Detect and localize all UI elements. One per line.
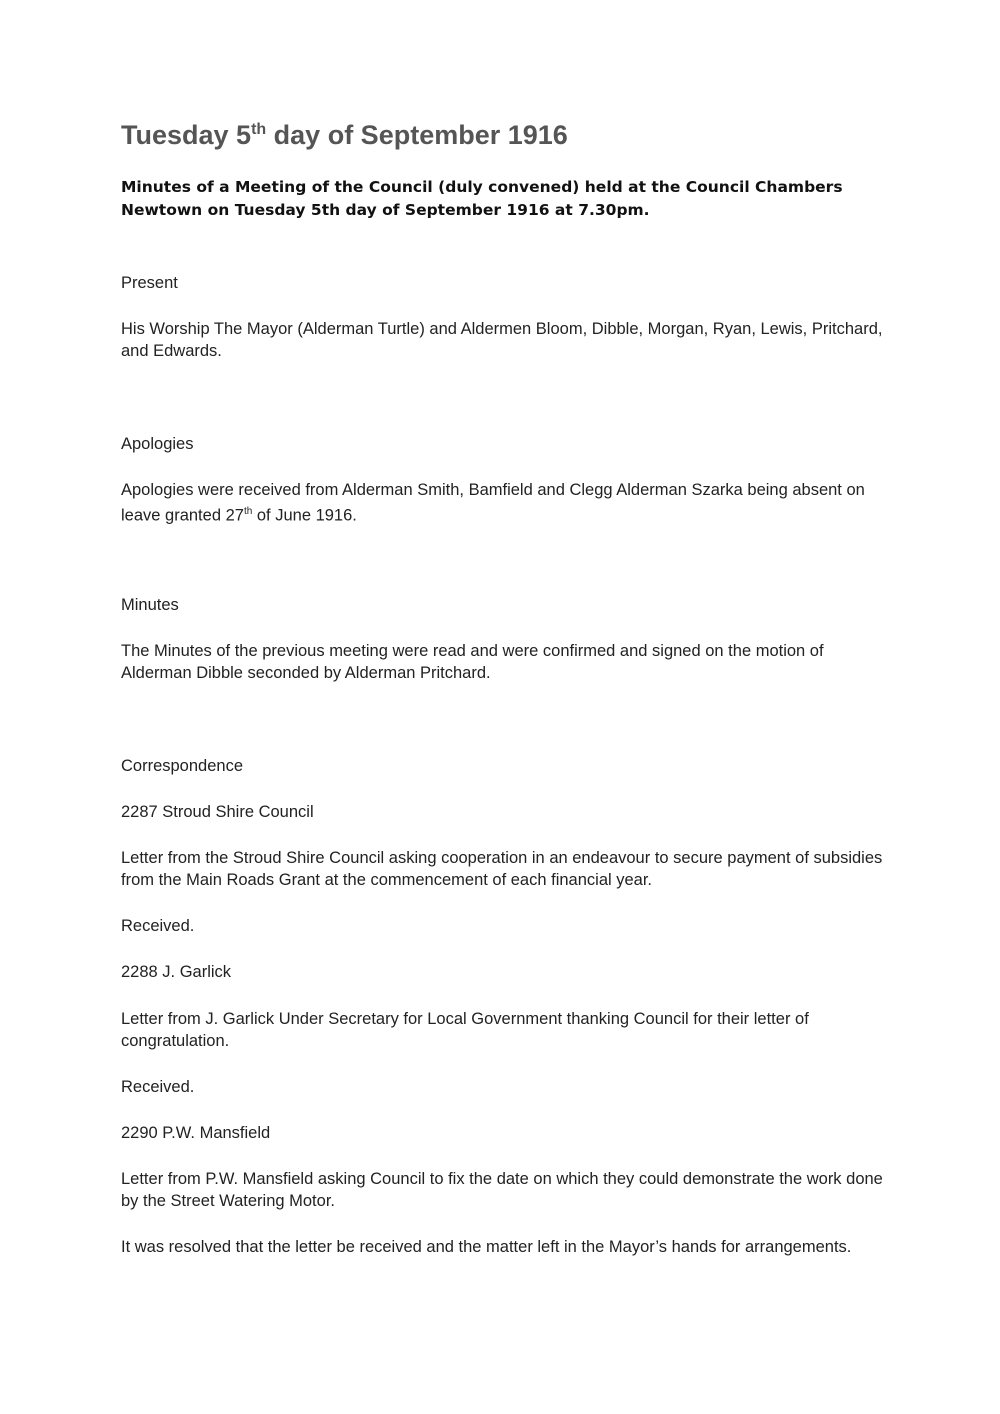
correspondence-ref: 2287 Stroud Shire Council (121, 803, 314, 821)
present-heading: Present (121, 274, 178, 292)
correspondence-outcome: It was resolved that the letter be received and the matter left in the Mayor’s hands for arrangements. (121, 1238, 852, 1256)
correspondence-outcome: Received. (121, 917, 195, 935)
apologies-text: Apologies were received from Alderman Smith, Bamfield and Clegg Alderman Szarka being absent on leave granted 27th of June 1916. (121, 481, 865, 525)
correspondence-ref: 2288 J. Garlick (121, 963, 232, 981)
correspondence-outcome: Received. (121, 1078, 195, 1096)
correspondence-letter: Letter from the Stroud Shire Council asking cooperation in an endeavour to secure payment of subsidies from the Main Roads Grant at the commencement of each financial year. (121, 849, 883, 889)
meeting-intro: Minutes of a Meeting of the Council (duly convened) held at the Council Chambers Newtown on Tuesday 5th day of September 1916 at 7.30pm. (121, 178, 843, 219)
minutes-text: The Minutes of the previous meeting were read and were confirmed and signed on the motion of Alderman Dibble seconded by Alderman Pritchard. (121, 642, 824, 682)
correspondence-letter: Letter from P.W. Mansfield asking Council to fix the date on which they could demonstrate the work done by the Street Watering Motor. (121, 1170, 883, 1210)
minutes-heading: Minutes (121, 596, 179, 614)
correspondence-ref: 2290 P.W. Mansfield (121, 1124, 271, 1142)
correspondence-heading: Correspondence (121, 757, 243, 775)
apologies-heading: Apologies (121, 435, 194, 453)
page-title: Tuesday 5th day of September 1916 (121, 120, 568, 150)
correspondence-letter: Letter from J. Garlick Under Secretary for Local Government thanking Council for their letter of congratulation. (121, 1010, 809, 1050)
present-text: His Worship The Mayor (Alderman Turtle) and Aldermen Bloom, Dibble, Morgan, Ryan, Lewis, Pritchard, and Edwards. (121, 320, 883, 360)
